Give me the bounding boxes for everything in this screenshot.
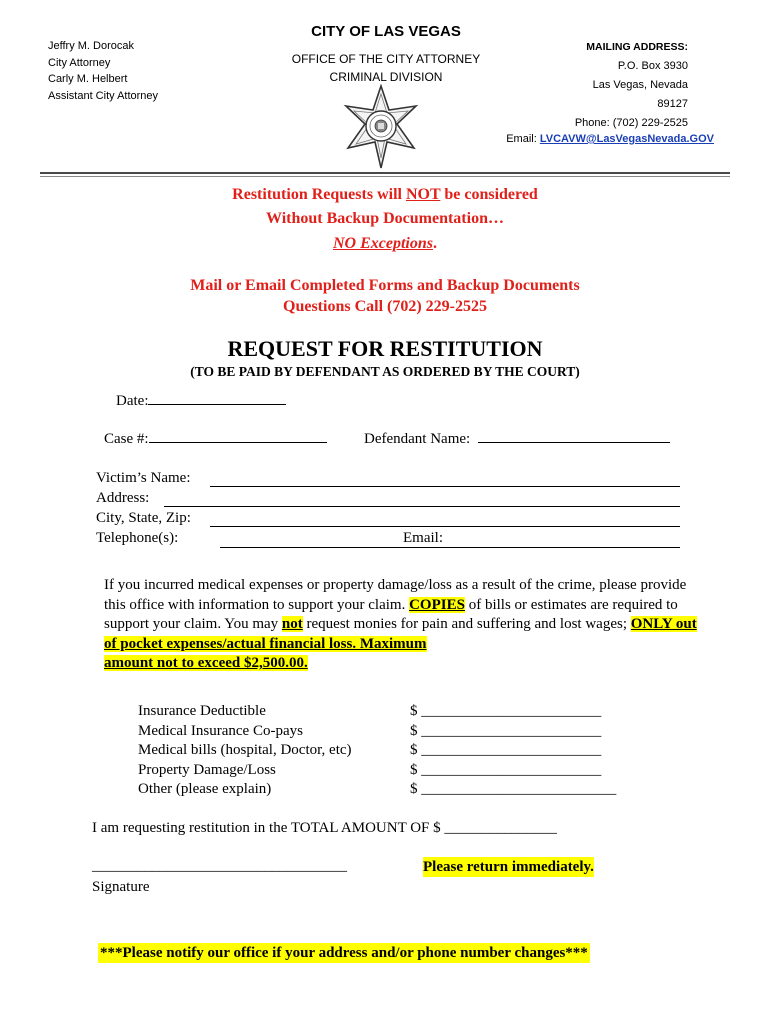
attorney-line: Carly M. Helbert (48, 73, 128, 85)
no-exceptions: NO Exceptions (333, 235, 433, 252)
address-row (96, 488, 149, 508)
attorney-line: Assistant City Attorney (48, 89, 159, 102)
zip-code: 89127 (657, 98, 688, 110)
footer-notice: ***Please notify our office if your address and/or phone number changes*** (100, 945, 588, 961)
telephone-field[interactable] (220, 533, 680, 548)
expense-labels (138, 702, 352, 800)
notice-line-2: Without Backup Documentation… (266, 210, 504, 227)
attorney-line: City Attorney (48, 56, 111, 69)
csz-label: City, State, Zip: (96, 510, 191, 526)
victim-name-field[interactable] (210, 472, 680, 487)
po-box: P.O. Box 3930 (617, 60, 688, 72)
mailing-label: MAILING ADDRESS: (586, 41, 688, 53)
copies-highlight: COPIES (409, 596, 465, 613)
notice-line-3: NO Exceptions. (333, 235, 437, 252)
city-state-zip-field[interactable] (210, 512, 680, 527)
office-header (270, 22, 502, 86)
date-label: Date: (116, 393, 149, 409)
office-name: OFFICE OF THE CITY ATTORNEY (291, 52, 481, 66)
defendant-label: Defendant Name: (364, 431, 471, 447)
out-of-pocket-highlight: ONLY out of pocket expenses/actual financial loss. Maximum (104, 616, 697, 652)
address-label: Address: (96, 490, 150, 506)
attorney-line: Jeffry M. Dorocak (48, 40, 134, 52)
expense-label: Other (please explain) (138, 781, 272, 797)
header-divider-thin (40, 176, 730, 177)
expense-label: Insurance Deductible (138, 703, 266, 719)
expense-label: Property Damage/Loss (138, 761, 276, 778)
email-label: Email: (506, 133, 540, 145)
mailing-address (575, 38, 688, 133)
defendant-row (364, 428, 670, 449)
expense-amount-field[interactable]: $ ________________________ (410, 761, 602, 778)
telephone-label: Telephone(s): (96, 530, 179, 546)
form-title: REQUEST FOR RESTITUTION (227, 336, 543, 361)
email-field-label: Email: (403, 530, 443, 546)
victim-row (96, 468, 191, 488)
expense-amount-field[interactable]: $ ________________________ (410, 742, 602, 758)
total-amount-field[interactable]: I am requesting restitution in the TOTAL AMOUNT OF $ _______________ (92, 820, 557, 836)
expense-amount-field[interactable]: $ __________________________ (410, 781, 617, 797)
attorney-names (48, 38, 158, 104)
expense-label: Medical bills (hospital, Doctor, etc) (138, 742, 352, 758)
date-row (116, 390, 286, 411)
defendant-name-field[interactable] (478, 428, 670, 443)
city-title: CITY OF LAS VEGAS (311, 23, 461, 40)
form-subtitle: (TO BE PAID BY DEFENDANT AS ORDERED BY THE COURT) (190, 364, 580, 379)
expense-label: Medical Insurance Co-pays (138, 722, 303, 739)
not-highlight: not (281, 616, 303, 632)
case-label: Case #: (104, 431, 149, 447)
email-row (506, 133, 714, 145)
case-row (104, 428, 327, 449)
expense-amounts (410, 702, 616, 800)
email-link[interactable]: LVCAVW@LasVegasNevada.GOV (539, 133, 714, 145)
maximum-amount-highlight: amount not to exceed $2,500.00. (104, 655, 308, 671)
address-field[interactable] (164, 492, 680, 507)
signature-line[interactable]: __________________________________ (92, 858, 347, 874)
badge-seal-icon (342, 84, 420, 170)
city-state: Las Vegas, Nevada (592, 79, 688, 91)
notice-line-1: Restitution Requests will NOT be considered (232, 186, 538, 203)
csz-row (96, 508, 191, 528)
telephone-row (96, 528, 178, 548)
not-emphasis: NOT (405, 186, 441, 203)
phone-number: Phone: (702) 229-2525 (574, 117, 688, 129)
date-field[interactable] (148, 390, 286, 405)
header-divider (40, 172, 730, 174)
division-name: CRIMINAL DIVISION (329, 70, 443, 84)
case-number-field[interactable] (149, 428, 327, 443)
instructions-paragraph: If you incurred medical expenses or property damage/loss as a result of the crime, please provide this office with information to support your claim. COPIES of bills or estimates are required to support your claim. You may not request monies for pain and suffering and lost wages; ONLY out of pocket expenses/actual financial loss. Maximum amount not to exceed $2,500.00. (104, 577, 697, 671)
mail-instructions: Mail or Email Completed Forms and Backup Documents (190, 277, 580, 294)
expense-amount-field[interactable]: $ ________________________ (410, 722, 602, 739)
signature-label: Signature (92, 879, 150, 895)
expense-amount-field[interactable]: $ ________________________ (410, 703, 602, 719)
questions-line: Questions Call (702) 229-2525 (283, 298, 487, 315)
return-notice: Please return immediately. (423, 859, 594, 875)
victim-label: Victim’s Name: (96, 470, 191, 486)
